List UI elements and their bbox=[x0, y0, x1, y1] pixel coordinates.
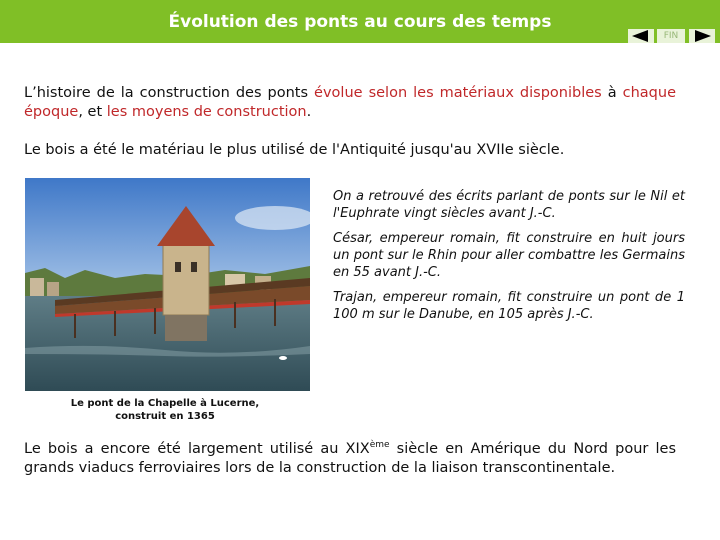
intro-paragraph bbox=[24, 84, 676, 122]
intro-text-4: . bbox=[306, 104, 312, 120]
closing-superscript: ème bbox=[369, 440, 390, 450]
photo-caption-line2: construit en 1365 bbox=[115, 411, 215, 422]
intro-highlight-means: les moyens de construction bbox=[106, 104, 307, 120]
arrow-right-icon bbox=[695, 30, 711, 42]
fact-nile-euphrates: On a retrouvé des écrits parlant de ponts sur le Nil et l'Euphrate vingt siècles avant J.-C. bbox=[333, 189, 685, 221]
closing-text-1: Le bois a encore été largement utilisé au XIX bbox=[24, 440, 370, 457]
closing-text-2: siècle en Amérique du Nord pour les grands viaducs ferroviaires lors de la construction de la liaison transcontinentale. bbox=[24, 440, 676, 476]
photo-caption-line1: Le pont de la Chapelle à Lucerne, bbox=[70, 398, 260, 409]
intro-text-1: L’histoire de la construction des ponts bbox=[24, 85, 315, 101]
next-slide-button[interactable] bbox=[689, 29, 715, 43]
fact-caesar-rhine: César, empereur romain, fit construire en huit jours un pont sur le Rhin pour aller combattre les Germains en 55 avant J.-C. bbox=[333, 231, 685, 280]
closing-paragraph bbox=[24, 436, 676, 478]
intro-highlight-materials: évolue selon les matériaux disponibles bbox=[314, 85, 602, 101]
page-title: Évolution des ponts au cours des temps bbox=[168, 12, 552, 32]
previous-slide-button[interactable] bbox=[628, 29, 654, 43]
intro-text-2: à bbox=[601, 85, 623, 101]
end-button[interactable]: FIN bbox=[657, 29, 685, 43]
chapel-bridge-illustration bbox=[25, 178, 310, 391]
intro-highlight-epoch: chaque époque bbox=[24, 85, 676, 120]
chapel-bridge-photo bbox=[25, 178, 310, 391]
wood-statement: Le bois a été le matériau le plus utilisé de l'Antiquité jusqu'au XVIIe siècle. bbox=[24, 142, 565, 158]
photo-caption bbox=[25, 397, 305, 423]
fact-trajan-danube: Trajan, empereur romain, fit construire un pont de 1 100 m sur le Danube, en 105 après J.-C. bbox=[333, 290, 685, 322]
arrow-left-icon bbox=[632, 30, 648, 42]
intro-text-3: , et bbox=[78, 104, 107, 120]
